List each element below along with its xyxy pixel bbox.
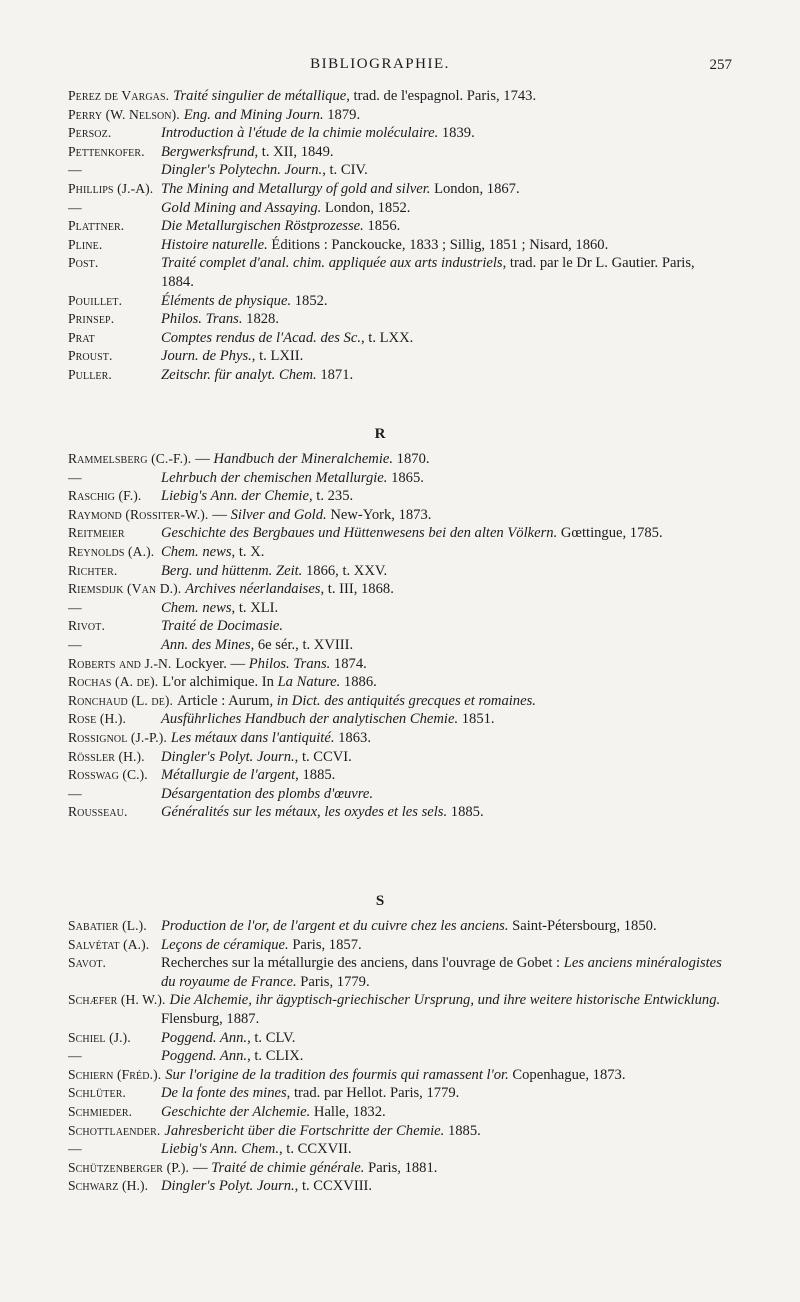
entry-author: Phillips (J.-A). xyxy=(68,180,154,196)
entry-title: Dingler's Polyt. Journ. xyxy=(161,1178,295,1195)
entry-title: Journ. de Phys. xyxy=(161,348,252,365)
entry-title: The Mining and Metallurgy of gold and silver. xyxy=(161,180,431,197)
entry-publication: 1870. xyxy=(393,451,430,467)
entry-publication: , t. XII, 1849. xyxy=(254,143,334,160)
entry-publication: 1865. xyxy=(387,469,424,486)
entry-author: — xyxy=(68,599,82,615)
entry-title: Eng. and Mining Journ. xyxy=(183,106,324,123)
entry-publication: Copenhague, 1873. xyxy=(508,1066,626,1083)
entry-publication: Saint-Pétersbourg, 1850. xyxy=(508,918,657,934)
entry-title: Sur l'origine de la tradition des fourmis qui ramassent l'or. xyxy=(165,1066,509,1083)
bibliography-entry xyxy=(0,506,800,525)
running-header xyxy=(0,56,800,76)
bibliography-entry xyxy=(0,143,800,162)
entry-text xyxy=(161,161,729,180)
entry-author: Schiern (Fréd.). xyxy=(68,1066,162,1082)
entry-text xyxy=(161,506,729,525)
entry-author: Rochas (A. de). xyxy=(68,674,159,690)
entry-author: Schwarz (H.). xyxy=(68,1178,149,1194)
bibliography-entry xyxy=(0,562,800,581)
entry-text xyxy=(161,199,729,218)
entry-publication: , t. LXII. xyxy=(251,348,304,365)
bibliography-entry xyxy=(0,124,800,143)
entry-author: Perry (W. Nelson). xyxy=(68,106,180,122)
entry-text xyxy=(161,562,729,581)
entry-text xyxy=(161,329,729,348)
entry-text xyxy=(161,803,729,822)
entry-text xyxy=(161,217,729,236)
entry-text xyxy=(161,106,729,125)
entry-title: in Dict. des antiquités grecques et romaines. xyxy=(276,692,536,709)
entry-prefix: — xyxy=(212,506,231,523)
entry-author: Reynolds (A.). xyxy=(68,543,155,559)
entry-title: Poggend. Ann. xyxy=(161,1029,248,1046)
bibliography-entry xyxy=(0,580,800,599)
entry-author: — xyxy=(68,1141,82,1157)
entry-author: — xyxy=(68,636,82,652)
bibliography-entry xyxy=(0,180,800,199)
entry-author: Schiel (J.). xyxy=(68,1029,131,1045)
entry-title: Liebig's Ann. Chem. xyxy=(161,1141,279,1158)
entry-text xyxy=(161,729,729,748)
entry-text xyxy=(161,87,729,106)
bibliography-entry xyxy=(0,292,800,311)
bibliography-entry xyxy=(0,199,800,218)
entry-author: Raschig (F.). xyxy=(68,488,142,504)
entry-title: Geschichte der Alchemie. xyxy=(161,1103,311,1120)
entry-author: Roberts and J.-N. xyxy=(68,655,172,671)
bibliography-entry xyxy=(0,543,800,562)
bibliography-entry xyxy=(0,1122,800,1141)
entry-author: — xyxy=(68,785,82,801)
entry-author: Schützenberger (P.). xyxy=(68,1159,189,1175)
entry-publication: , trad. de l'espagnol. Paris, 1743. xyxy=(346,88,537,104)
entry-author: Persoz. xyxy=(68,125,112,141)
section-letter-heading: S xyxy=(375,893,385,909)
entry-publication: Paris, 1881. xyxy=(364,1159,438,1176)
entry-author: Pline. xyxy=(68,236,103,252)
entry-publication: , t. LXX. xyxy=(360,329,414,346)
entry-prefix: Lockyer. — xyxy=(175,655,249,672)
entry-text xyxy=(161,1029,729,1048)
bibliography-entry xyxy=(0,803,800,822)
page-number: 257 xyxy=(709,57,732,73)
entry-title: Traité de chimie générale. xyxy=(211,1159,365,1176)
entry-publication: 1828. xyxy=(242,311,279,328)
running-title: BIBLIOGRAPHIE. xyxy=(310,56,450,72)
entry-title: Leçons de céramique. xyxy=(161,936,289,953)
entry-text xyxy=(161,692,729,711)
bibliography-entry xyxy=(0,954,800,991)
bibliography-entry xyxy=(0,710,800,729)
entry-title: Dingler's Polyt. Journ. xyxy=(161,748,295,765)
bibliography-entry xyxy=(0,692,800,711)
entry-publication: Éditions : Panckoucke, 1833 ; Sillig, 1851 ; Nisard, 1860. xyxy=(267,236,609,253)
bibliography-entry xyxy=(0,161,800,180)
bibliography-entry xyxy=(0,469,800,488)
entry-text xyxy=(161,710,729,729)
entry-text xyxy=(161,766,729,785)
entry-prefix: Recherches sur la métallurgie des anciens, dans l'ouvrage de Gobet : xyxy=(161,955,564,972)
entry-title: Berg. und hüttenm. Zeit. xyxy=(161,562,303,579)
entry-publication: New-York, 1873. xyxy=(326,506,432,523)
entry-text xyxy=(161,1122,729,1141)
entry-title: Archives néerlandaises xyxy=(185,581,321,598)
entry-publication: , t. CCVI. xyxy=(294,748,352,765)
entry-publication: Halle, 1832. xyxy=(310,1103,386,1120)
entry-text xyxy=(161,1177,729,1196)
entry-title: Philos. Trans. xyxy=(161,311,243,328)
entry-publication: 1874. xyxy=(330,655,367,672)
bibliography-entry xyxy=(0,785,800,804)
entry-author: Prat xyxy=(68,329,95,345)
bibliography-entry xyxy=(0,655,800,674)
entry-publication: London, 1867. xyxy=(430,180,520,197)
bibliography-entry xyxy=(0,254,800,291)
bibliography-entry xyxy=(0,450,800,469)
entry-text xyxy=(161,1140,729,1159)
entry-author: Ronchaud (L. de). xyxy=(68,692,174,708)
entry-publication: 1879. xyxy=(323,106,361,123)
entry-publication: 1863. xyxy=(334,729,371,746)
entry-text xyxy=(161,143,729,162)
entry-author: Richter. xyxy=(68,562,118,578)
entry-publication: 1851. xyxy=(458,711,495,728)
bibliography-entry xyxy=(0,617,800,636)
bibliography-entry xyxy=(0,766,800,785)
entry-author: Schottlaender. xyxy=(68,1122,161,1138)
bibliography-entry xyxy=(0,347,800,366)
entry-publication: 1866, t. XXV. xyxy=(302,562,388,579)
entry-publication: , trad. par Hellot. Paris, 1779. xyxy=(286,1085,460,1102)
entry-publication: , t. CCXVIII. xyxy=(294,1178,373,1195)
entry-title: Ausführliches Handbuch der analytischen Chemie. xyxy=(161,711,459,728)
entry-author: Rammelsberg (C.-F.). xyxy=(68,451,192,466)
entry-author: Savot. xyxy=(68,955,107,971)
bibliography-entry xyxy=(0,1066,800,1085)
entry-author: Pettenkofer. xyxy=(68,143,145,159)
entry-title: Ann. des Mines xyxy=(161,636,251,653)
entry-title: Introduction à l'étude de la chimie moléculaire. xyxy=(161,125,439,142)
entry-author: Post. xyxy=(68,255,99,271)
entry-publication: 1856. xyxy=(363,218,401,235)
entry-publication: , t. XLI. xyxy=(231,599,279,616)
entry-author: Perez de Vargas. xyxy=(68,88,170,103)
bibliography-entry xyxy=(0,310,800,329)
entry-publication: Flensburg, 1887. xyxy=(161,1010,260,1027)
entry-author: Proust. xyxy=(68,348,113,364)
entry-author: Rivot. xyxy=(68,618,105,634)
entry-publication: , 6e sér., t. XVIII. xyxy=(250,636,354,653)
entry-text xyxy=(161,366,729,385)
entry-text xyxy=(161,1066,729,1085)
entry-publication: 1886. xyxy=(340,674,377,691)
entry-author: — xyxy=(68,469,82,485)
entry-text xyxy=(161,524,729,543)
entry-title: Éléments de physique. xyxy=(161,292,292,309)
entry-title: Jahresbericht über die Fortschritte der Chemie. xyxy=(164,1122,445,1139)
entry-prefix: L'or alchimique. In xyxy=(162,674,278,691)
bibliography-entry xyxy=(0,87,800,106)
entry-text xyxy=(161,617,729,636)
entry-author: Rössler (H.). xyxy=(68,748,145,764)
entry-text xyxy=(161,310,729,329)
entry-author: Raymond (Rossiter-W.). xyxy=(68,506,209,522)
entry-publication: 1885. xyxy=(447,804,484,821)
entry-title: Gold Mining and Assaying. xyxy=(161,199,322,216)
bibliography-entry xyxy=(0,524,800,543)
entry-author: Salvétat (A.). xyxy=(68,936,150,952)
entry-title: Die Alchemie, ihr ägyptisch-griechischer Ursprung, und ihre weitere historische Entwicklung. xyxy=(169,992,721,1009)
entry-author: Rossignol (J.-P.). xyxy=(68,729,167,745)
section-letter-heading: R xyxy=(374,426,386,442)
entry-title: Traité singulier de métallique xyxy=(173,88,347,104)
entry-publication: , t. X. xyxy=(231,543,265,560)
entry-publication: , t. 235. xyxy=(308,488,354,505)
entry-text xyxy=(161,636,729,655)
bibliography-entry xyxy=(0,1103,800,1122)
entry-text xyxy=(161,1159,729,1178)
entry-author: Reitmeier xyxy=(68,525,125,541)
entry-author: Schlüter. xyxy=(68,1085,126,1101)
entry-title: Production de l'or, de l'argent et du cuivre chez les anciens. xyxy=(161,918,509,934)
entry-title: Chem. news xyxy=(161,599,232,616)
entry-author: Pouillet. xyxy=(68,292,123,308)
entry-publication: 1839. xyxy=(438,125,475,142)
entry-title: Désargentation des plombs d'œuvre. xyxy=(161,785,374,802)
entry-title: Traité complet d'anal. chim. appliquée aux arts industriels xyxy=(161,255,503,272)
bibliography-entry xyxy=(0,1047,800,1066)
bibliography-entry xyxy=(0,236,800,255)
entry-publication: , t. CCXVII. xyxy=(278,1141,352,1158)
bibliography-entry xyxy=(0,329,800,348)
entry-text xyxy=(161,254,729,291)
entry-title: Généralités sur les métaux, les oxydes et les sels. xyxy=(161,804,448,821)
entry-author: Sabatier (L.). xyxy=(68,918,147,933)
entry-author: Puller. xyxy=(68,366,112,382)
entry-text xyxy=(161,673,729,692)
entry-publication: 1885. xyxy=(444,1122,481,1139)
entry-author: Schæfer (H. W.). xyxy=(68,992,166,1008)
entry-title: Comptes rendus de l'Acad. des Sc. xyxy=(161,329,361,346)
entry-publication: , t. CIV. xyxy=(322,162,368,179)
entry-author: Rose (H.). xyxy=(68,711,127,727)
bibliography-entry xyxy=(0,599,800,618)
entry-text xyxy=(161,487,729,506)
entry-title: La Nature. xyxy=(277,674,341,691)
entry-author: Plattner. xyxy=(68,218,125,234)
entry-title: Silver and Gold. xyxy=(230,506,327,523)
entry-title: Histoire naturelle. xyxy=(161,236,268,253)
entry-title: Les anciens minéralogistes du royaume de France. xyxy=(161,955,722,990)
entry-title: De la fonte des mines xyxy=(161,1085,287,1102)
entry-text xyxy=(161,936,729,955)
entry-text xyxy=(161,543,729,562)
entry-title: Poggend. Ann. xyxy=(161,1048,248,1065)
entry-title: Bergwerksfrund xyxy=(161,143,255,160)
entry-publication: 1852. xyxy=(291,292,328,309)
entry-text xyxy=(161,236,729,255)
entry-publication: , t. CLV. xyxy=(247,1029,296,1046)
section-s xyxy=(0,889,800,1196)
bibliography-entry xyxy=(0,1159,800,1178)
entry-title: Les métaux dans l'antiquité. xyxy=(170,729,335,746)
entry-text xyxy=(161,785,729,804)
entry-author: Rosswag (C.). xyxy=(68,767,148,783)
entry-publication: , 1885. xyxy=(295,767,336,784)
entry-author: — xyxy=(68,1048,82,1064)
bibliography-entry xyxy=(0,636,800,655)
entry-text xyxy=(161,450,729,469)
section-p xyxy=(0,87,800,385)
entry-text xyxy=(161,124,729,143)
entry-publication: Paris, 1779. xyxy=(296,973,370,990)
bibliography-entry xyxy=(0,917,800,936)
entry-title: Métallurgie de l'argent xyxy=(161,767,296,784)
section-r xyxy=(0,422,800,822)
entry-text xyxy=(161,954,729,991)
entry-publication: , trad. par le Dr L. Gautier. Paris, 1884. xyxy=(161,255,695,290)
entry-text xyxy=(161,292,729,311)
bibliography-entry xyxy=(0,729,800,748)
bibliography-entry xyxy=(0,487,800,506)
entry-prefix: Article : Aurum, xyxy=(177,692,277,709)
entry-title: Liebig's Ann. der Chemie xyxy=(161,488,309,505)
entry-prefix: — xyxy=(195,451,214,467)
entry-publication: Gœttingue, 1785. xyxy=(557,525,663,542)
entry-title: Lehrbuch der chemischen Metallurgie. xyxy=(161,469,388,486)
bibliography-entry xyxy=(0,748,800,767)
entry-text xyxy=(161,599,729,618)
entry-publication: London, 1852. xyxy=(321,199,411,216)
bibliography-entry xyxy=(0,366,800,385)
entry-title: Chem. news xyxy=(161,543,232,560)
bibliography-entry xyxy=(0,1177,800,1196)
entry-title: Dingler's Polytechn. Journ. xyxy=(161,162,323,179)
entry-text xyxy=(161,917,729,936)
entry-author: — xyxy=(68,162,82,178)
entry-author: Schmieder. xyxy=(68,1103,133,1119)
entry-text xyxy=(161,1084,729,1103)
entry-title: Die Metallurgischen Röstprozesse. xyxy=(161,218,364,235)
entry-title: Traité de Docimasie. xyxy=(161,618,284,635)
entry-text xyxy=(161,991,729,1028)
bibliography-entry xyxy=(0,1084,800,1103)
entry-author: Riemsdijk (Van D.). xyxy=(68,581,182,597)
entry-title: Zeitschr. für analyt. Chem. xyxy=(161,366,317,383)
entry-text xyxy=(161,469,729,488)
entry-title: Handbuch der Mineralchemie. xyxy=(213,451,394,467)
entry-text xyxy=(161,1047,729,1066)
entry-title: Geschichte des Bergbaues und Hüttenwesens bei den alten Völkern. xyxy=(161,525,558,542)
entry-author: Rousseau. xyxy=(68,804,128,820)
bibliography-entry xyxy=(0,936,800,955)
bibliography-entry xyxy=(0,1029,800,1048)
entry-text xyxy=(161,1103,729,1122)
bibliography-entry xyxy=(0,217,800,236)
entry-text xyxy=(161,180,729,199)
entry-prefix: — xyxy=(192,1159,212,1176)
entry-text xyxy=(161,347,729,366)
entry-publication: , t. III, 1868. xyxy=(320,581,394,598)
entry-author: Prinsep. xyxy=(68,311,115,327)
entry-text xyxy=(161,748,729,767)
entry-publication: , t. CLIX. xyxy=(247,1048,304,1065)
bibliography-entry xyxy=(0,991,800,1028)
entry-publication: Paris, 1857. xyxy=(288,936,362,953)
entry-title: Philos. Trans. xyxy=(248,655,331,672)
entry-publication: 1871. xyxy=(316,366,354,383)
bibliography-entry xyxy=(0,673,800,692)
bibliography-entry xyxy=(0,106,800,125)
entry-text xyxy=(161,655,729,674)
entry-text xyxy=(161,580,729,599)
bibliography-entry xyxy=(0,1140,800,1159)
entry-author: — xyxy=(68,199,82,215)
